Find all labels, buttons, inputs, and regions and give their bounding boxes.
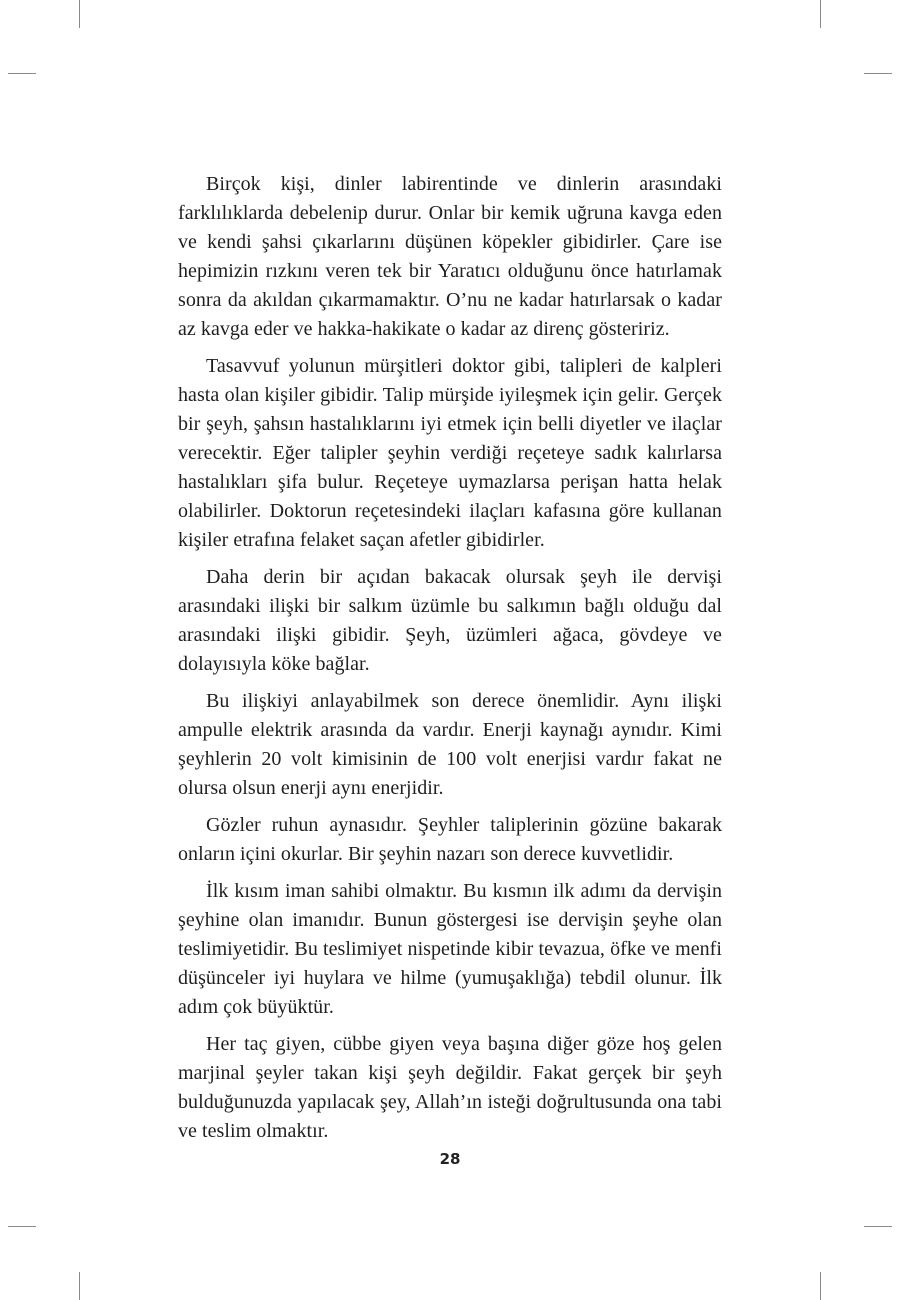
paragraph: İlk kısım iman sahibi olmaktır. Bu kısmın ilk adımı da dervişin şeyhine olan imanıdır. Bunun göstergesi ise dervişin şeyhe olan teslimiyetidir. Bu teslimiyet nispetinde kibir tevazua, öfke ve menfi düşünceler iyi huylara ve hilme (yumuşaklığa) tebdil olunur. İlk adım çok büyüktür. (178, 880, 722, 1018)
paragraph: Birçok kişi, dinler labirentinde ve dinlerin arasındaki farklılıklarda debelenip durur. Onlar bir kemik uğruna kavga eden ve kendi şahsi çıkarlarını düşünen köpekler gibidirler. Çare ise hepimizin rızkını veren tek bir Yaratıcı olduğunu önce hatırlamak sonra da akıldan çıkarmamaktır. O’nu ne kadar hatırlarsak o kadar az kavga eder ve hakka-hakikate o kadar az direnç gösteririz. (178, 173, 722, 340)
crop-mark-top-left-horizontal (8, 73, 36, 74)
body-text (178, 170, 722, 1154)
paragraph: Tasavvuf yolunun mürşitleri doktor gibi, talipleri de kalpleri hasta olan kişiler gibidir. Talip mürşide iyileşmek için gelir. Gerçek bir şeyh, şahsın hastalıklarını iyi etmek için belli diyetler ve ilaçlar verecektir. Eğer talipler şeyhin verdiği reçeteye sadık kalırlarsa hastalıkları şifa bulur. Reçeteye uymazlarsa perişan hatta helak olabilirler. Doktorun reçetesindeki ilaçları kafasına göre kullanan kişiler etrafına felaket saçan afetler gibidirler. (178, 355, 722, 551)
crop-mark-bottom-right-vertical (820, 1272, 821, 1300)
paragraph: Bu ilişkiyi anlayabilmek son derece önemlidir. Aynı ilişki ampulle elektrik arasında da vardır. Enerji kaynağı aynıdır. Kimi şeyhlerin 20 volt kimisinin de 100 volt enerjisi vardır fakat ne olursa olsun enerji aynı enerjidir. (178, 690, 722, 799)
crop-mark-bottom-left-vertical (79, 1272, 80, 1300)
paragraph: Her taç giyen, cübbe giyen veya başına diğer göze hoş gelen marjinal şeyler takan kişi şeyh değildir. Fakat gerçek bir şeyh bulduğunuzda yapılacak şey, Allah’ın isteği doğrultusunda ona tabi ve teslim olmaktır. (178, 1033, 722, 1142)
paragraph: Gözler ruhun aynasıdır. Şeyhler taliplerinin gözüne bakarak onların içini okurlar. Bir şeyhin nazarı son derece kuvvetlidir. (178, 814, 722, 865)
crop-mark-top-right-vertical (820, 0, 821, 28)
crop-mark-bottom-right-horizontal (864, 1226, 892, 1227)
page-number: 28 (439, 1150, 461, 1168)
crop-mark-bottom-left-horizontal (8, 1226, 36, 1227)
crop-mark-top-right-horizontal (864, 73, 892, 74)
crop-mark-top-left-vertical (79, 0, 80, 28)
paragraph: Daha derin bir açıdan bakacak olursak şeyh ile dervişi arasındaki ilişki bir salkım üzümle bu salkımın bağlı olduğu dal arasındaki ilişki gibidir. Şeyh, üzümleri ağaca, gövdeye ve dolayısıyla köke bağlar. (178, 566, 722, 675)
